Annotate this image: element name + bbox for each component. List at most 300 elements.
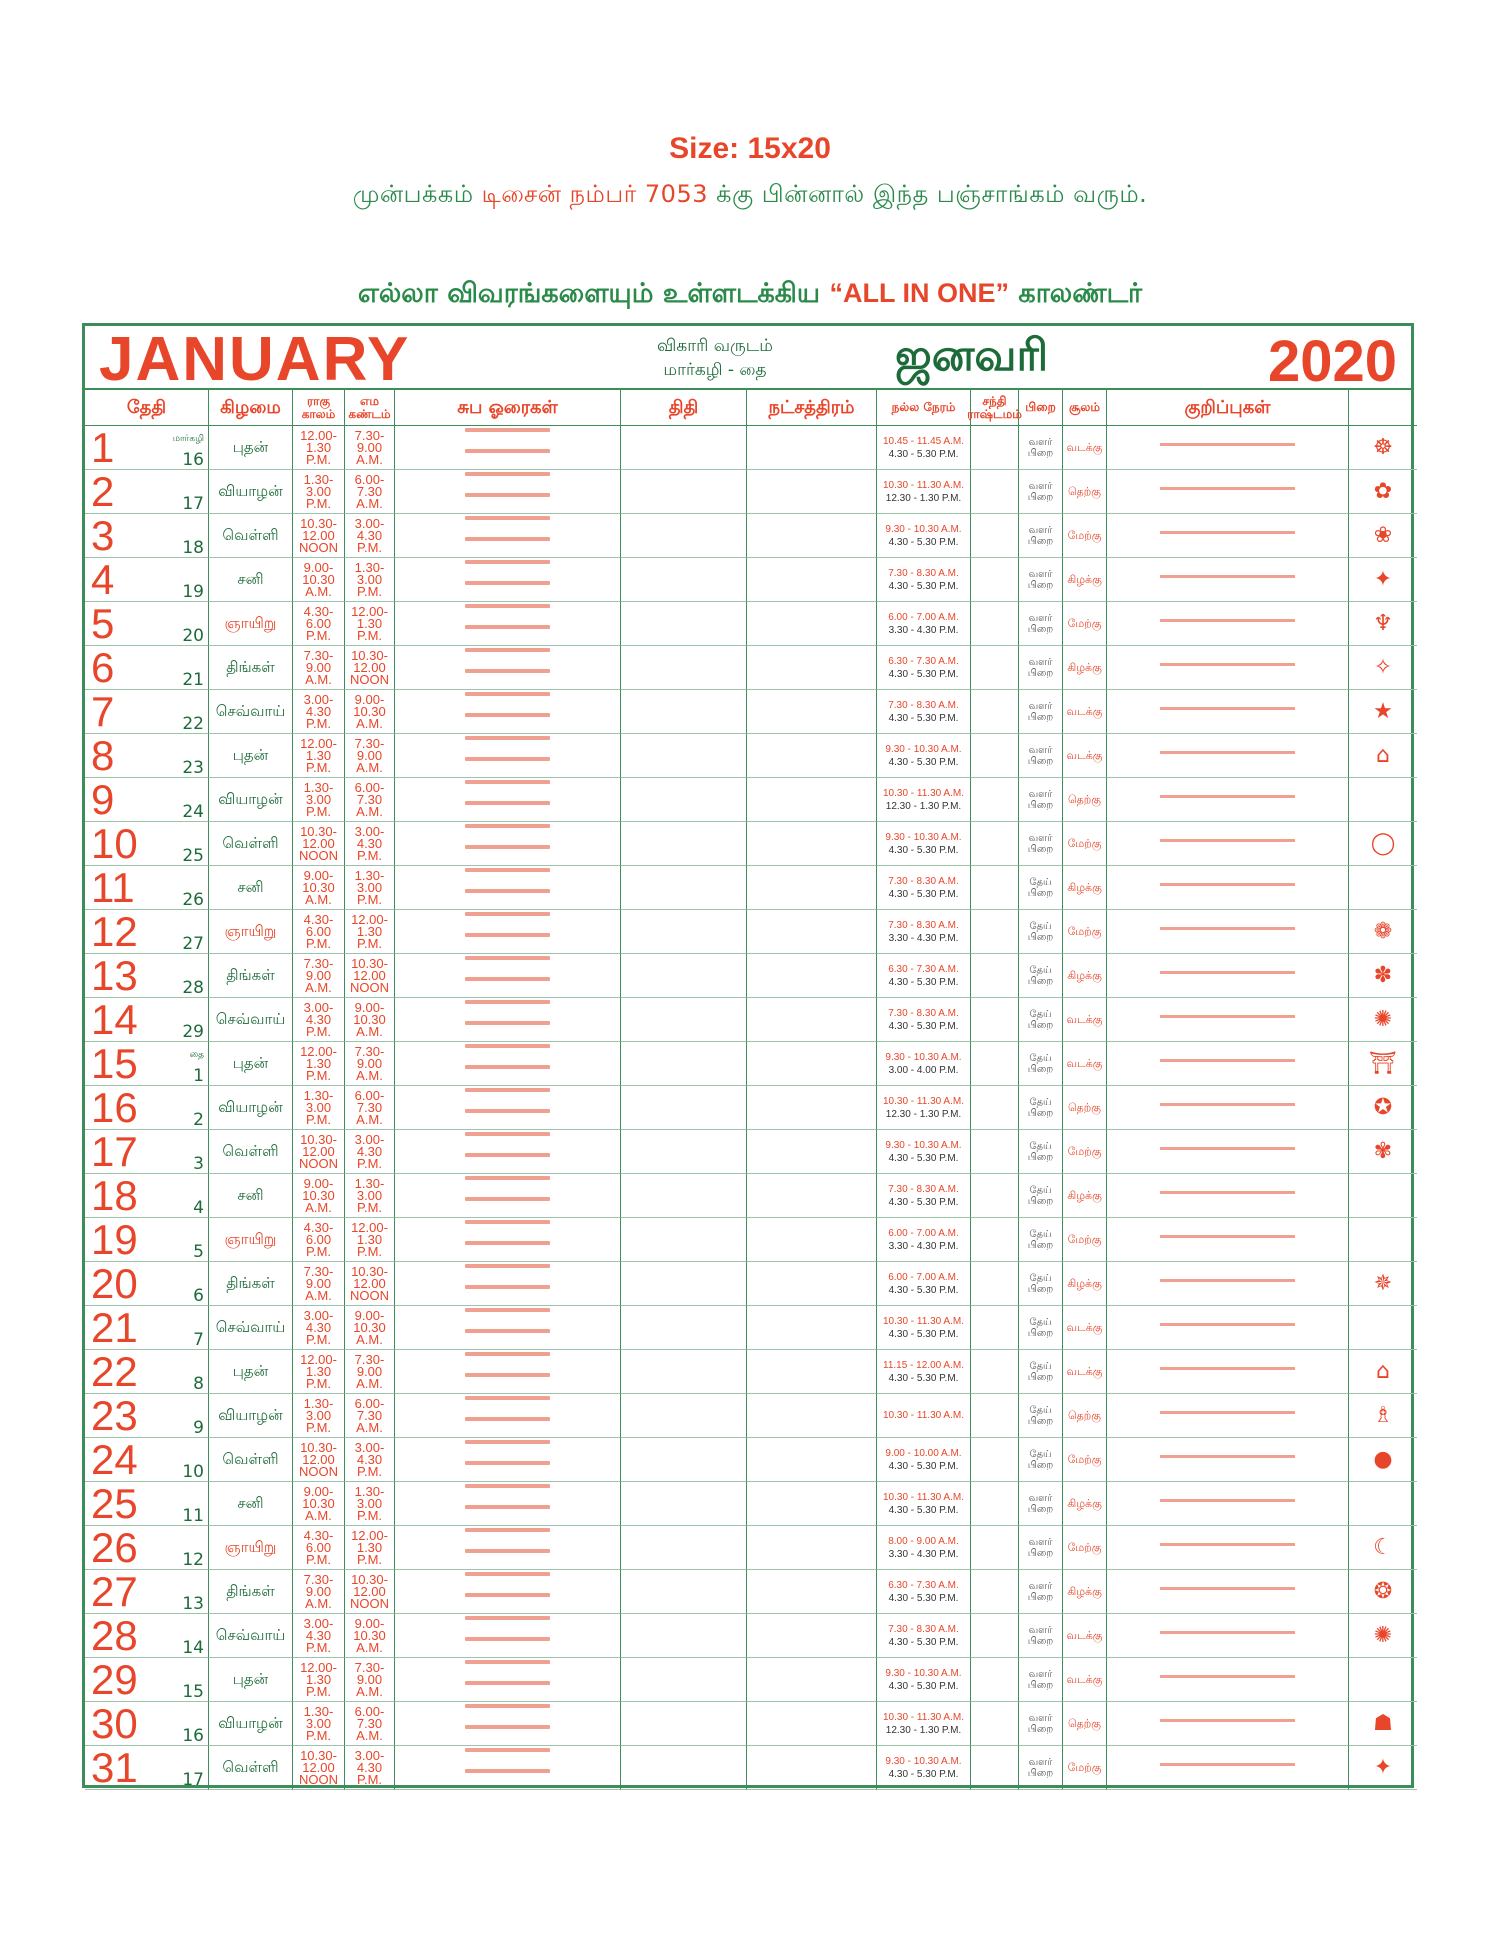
festival-icon: ✪ (1349, 1086, 1417, 1130)
festival-icon: ♆ (1349, 602, 1417, 646)
yama-line: A.M. (356, 1639, 383, 1655)
date-cell (85, 1479, 209, 1527)
thithi-cell (621, 866, 747, 910)
tamil-date: 16 (182, 1726, 204, 1746)
soolam-direction: மேற்கு (1063, 1438, 1107, 1482)
hora-cell (395, 734, 621, 778)
tamil-date: 14 (182, 1638, 204, 1658)
rahu-kalam (293, 646, 345, 690)
yama-line: P.M. (356, 1463, 383, 1479)
rahu-line: 4.30- (303, 911, 334, 927)
rahu-line: 4.30 (305, 1011, 332, 1027)
yama-line: 10.30 (353, 1627, 386, 1643)
star-cell (747, 1350, 877, 1394)
tamil-date: 23 (182, 758, 204, 778)
festival-icon: ● (1349, 1438, 1417, 1482)
hora-line (465, 692, 550, 696)
hora-line (465, 472, 550, 476)
tamil-date: 7 (193, 1330, 204, 1350)
rahu-line: 6.00 (305, 615, 332, 631)
notes-cell (1107, 1570, 1349, 1614)
rahu-line: 9.00 (305, 967, 332, 983)
chandrashtama-cell (971, 1614, 1019, 1658)
hora-line (465, 933, 550, 937)
rahu-line: A.M. (305, 1199, 332, 1215)
yama-kandam (345, 822, 395, 866)
col-header-good-time: நல்ல நேரம் (877, 390, 971, 426)
rahu-line: 1.30- (303, 1087, 334, 1103)
good-time-line: 10.30 - 11.30 A.M. (883, 1315, 964, 1327)
yama-line: 12.00- (351, 911, 388, 927)
rahu-line: 1.30 (305, 1671, 332, 1687)
good-time-line: 9.00 - 10.00 A.M. (885, 1447, 962, 1459)
hora-line (465, 1440, 550, 1444)
moon-phase: தேய் பிறை (1019, 866, 1063, 910)
chandrashtama-cell (971, 1130, 1019, 1174)
date-number: 23 (91, 1391, 138, 1439)
yama-line: 1.30 (356, 923, 383, 939)
moon-phase: வளர் பிறை (1019, 602, 1063, 646)
festival-icon: ❂ (1349, 1570, 1417, 1614)
rahu-line: 1.30 (305, 439, 332, 455)
date-cell (85, 467, 209, 515)
yama-kandam (345, 1570, 395, 1614)
hora-cell (395, 1130, 621, 1174)
festival-icon (1349, 866, 1417, 910)
rahu-kalam (293, 998, 345, 1042)
rahu-kalam (293, 1570, 345, 1614)
notes-cell (1107, 1614, 1349, 1658)
festival-icon: ✽ (1349, 954, 1417, 998)
soolam-direction: மேற்கு (1063, 1746, 1107, 1790)
rahu-line: 7.30- (303, 1263, 334, 1279)
good-time-line: 7.30 - 8.30 A.M. (888, 1007, 959, 1019)
calendar-grid (85, 390, 1411, 1791)
rahu-kalam (293, 910, 345, 954)
hora-line (465, 757, 550, 761)
yama-line: 12.00- (351, 1219, 388, 1235)
moon-phase: தேய் பிறை (1019, 1394, 1063, 1438)
soolam-direction: கிழக்கு (1063, 646, 1107, 690)
rahu-line: 1.30 (305, 747, 332, 763)
soolam-direction: வடக்கு (1063, 734, 1107, 778)
yama-kandam (345, 1218, 395, 1262)
thithi-cell (621, 1042, 747, 1086)
tamil-date: 19 (182, 582, 204, 602)
date-cell (85, 687, 209, 735)
hora-cell (395, 1482, 621, 1526)
festival-icon: ✵ (1349, 1262, 1417, 1306)
hora-line (465, 1176, 550, 1180)
notes-cell (1107, 426, 1349, 470)
yama-line: 7.30- (354, 1043, 385, 1059)
yama-line: 12.00- (351, 1527, 388, 1543)
hora-cell (395, 646, 621, 690)
tamil-date: 18 (182, 538, 204, 558)
festival-icon: ☸ (1349, 426, 1417, 470)
good-time (877, 954, 971, 998)
soolam-direction: வடக்கு (1063, 998, 1107, 1042)
col-header-chandrashtama: சந்தி ராஷ்டமம் (971, 390, 1019, 426)
yama-kandam (345, 954, 395, 998)
rahu-kalam (293, 1746, 345, 1790)
yama-line: A.M. (356, 495, 383, 511)
rahu-line: 4.30 (305, 1627, 332, 1643)
soolam-direction: மேற்கு (1063, 1526, 1107, 1570)
notes-cell (1107, 1086, 1349, 1130)
yama-line: 7.30 (356, 1715, 383, 1731)
notes-line (1160, 1059, 1295, 1062)
tamil-date: 29 (182, 1022, 204, 1042)
rahu-line: 1.30- (303, 1395, 334, 1411)
hora-line (465, 780, 550, 784)
thithi-cell (621, 822, 747, 866)
rahu-line: 12.00 (302, 1451, 335, 1467)
good-time (877, 1350, 971, 1394)
rahu-kalam (293, 734, 345, 778)
yama-line: 4.30 (356, 527, 383, 543)
yama-kandam (345, 1746, 395, 1790)
date-number: 31 (91, 1743, 138, 1791)
date-cell (85, 555, 209, 603)
notes-line (1160, 927, 1295, 930)
col-header-notes: குறிப்புகள் (1107, 390, 1349, 426)
hora-line (465, 1769, 550, 1773)
hora-cell (395, 1394, 621, 1438)
hora-line (465, 1461, 550, 1465)
hora-cell (395, 602, 621, 646)
good-time-line: 3.30 - 4.30 P.M. (888, 624, 959, 636)
yama-line: 3.00- (354, 1131, 385, 1147)
hora-line (465, 1417, 550, 1421)
notes-cell (1107, 1306, 1349, 1350)
good-time-line: 9.30 - 10.30 A.M. (885, 1139, 962, 1151)
good-time (877, 690, 971, 734)
soolam-direction: கிழக்கு (1063, 866, 1107, 910)
rahu-line: A.M. (305, 1507, 332, 1523)
yama-line: 10.30- (351, 647, 388, 663)
hora-cell (395, 1702, 621, 1746)
rahu-kalam (293, 1174, 345, 1218)
festival-icon (1349, 1306, 1417, 1350)
date-cell (85, 907, 209, 955)
date-number: 16 (91, 1083, 138, 1131)
thithi-cell (621, 1262, 747, 1306)
hora-line (465, 1044, 550, 1048)
rahu-kalam (293, 1702, 345, 1746)
intro-pre: முன்பக்கம் (352, 180, 474, 208)
chandrashtama-cell (971, 778, 1019, 822)
moon-phase: வளர் பிறை (1019, 1702, 1063, 1746)
yama-kandam (345, 1306, 395, 1350)
yama-line: A.M. (356, 759, 383, 775)
moon-phase: வளர் பிறை (1019, 1746, 1063, 1790)
yama-line: 3.00 (356, 571, 383, 587)
thithi-cell (621, 1306, 747, 1350)
chandrashtama-cell (971, 1218, 1019, 1262)
hora-line (465, 1352, 550, 1356)
chandrashtama-cell (971, 514, 1019, 558)
notes-cell (1107, 1130, 1349, 1174)
hora-line (465, 1660, 550, 1664)
yama-line: 9.00- (354, 1307, 385, 1323)
weekday: புதன் (209, 1658, 293, 1702)
weekday: திங்கள் (209, 646, 293, 690)
hora-line (465, 604, 550, 608)
good-time (877, 1702, 971, 1746)
good-time-line: 7.30 - 8.30 A.M. (888, 875, 959, 887)
good-time-line: 6.30 - 7.30 A.M. (888, 1579, 959, 1591)
good-time-line: 10.30 - 11.30 A.M. (883, 1491, 964, 1503)
good-time-line: 8.00 - 9.00 A.M. (888, 1535, 959, 1547)
yama-line: P.M. (356, 935, 383, 951)
rahu-line: 10.30- (300, 515, 337, 531)
yama-line: 9.00 (356, 1055, 383, 1071)
yama-line: A.M. (356, 715, 383, 731)
good-time-line: 4.30 - 5.30 P.M. (888, 1020, 959, 1032)
good-time (877, 1174, 971, 1218)
thithi-cell (621, 1570, 747, 1614)
notes-line (1160, 795, 1295, 798)
star-cell (747, 1746, 877, 1790)
date-number: 28 (91, 1611, 138, 1659)
rahu-line: 3.00 (305, 1099, 332, 1115)
tamil-date: 2 (193, 1110, 204, 1130)
date-number: 30 (91, 1699, 138, 1747)
yama-line: 12.00 (353, 967, 386, 983)
notes-line (1160, 1543, 1295, 1546)
hora-line (465, 1088, 550, 1092)
rahu-kalam (293, 602, 345, 646)
tamil-date: 12 (182, 1550, 204, 1570)
yama-line: 1.30- (354, 1483, 385, 1499)
rahu-line: P.M. (305, 1331, 332, 1347)
weekday: சனி (209, 1174, 293, 1218)
rahu-line: 9.00- (303, 559, 334, 575)
rahu-line: 3.00- (303, 1615, 334, 1631)
weekday: புதன் (209, 1350, 293, 1394)
yama-line: 7.30 (356, 483, 383, 499)
hora-line (465, 868, 550, 872)
good-time (877, 1658, 971, 1702)
yama-kandam (345, 734, 395, 778)
hora-line (465, 956, 550, 960)
thithi-cell (621, 998, 747, 1042)
chandrashtama-cell (971, 1526, 1019, 1570)
good-time (877, 602, 971, 646)
good-time-line: 4.30 - 5.30 P.M. (888, 1592, 959, 1604)
festival-icon (1349, 1218, 1417, 1262)
thithi-cell (621, 734, 747, 778)
tamil-month-label: மார்கழி (172, 434, 204, 444)
star-cell (747, 822, 877, 866)
good-time-line: 4.30 - 5.30 P.M. (888, 1196, 959, 1208)
date-number: 19 (91, 1215, 138, 1263)
hora-cell (395, 514, 621, 558)
soolam-direction: மேற்கு (1063, 514, 1107, 558)
yama-line: 3.00 (356, 879, 383, 895)
star-cell (747, 1174, 877, 1218)
hora-cell (395, 1174, 621, 1218)
rahu-kalam (293, 1262, 345, 1306)
yama-line: 9.00 (356, 747, 383, 763)
hora-line (465, 1637, 550, 1641)
hora-line (465, 713, 550, 717)
festival-icon: ✿ (1349, 470, 1417, 514)
chandrashtama-cell (971, 734, 1019, 778)
notes-line (1160, 707, 1295, 710)
tamil-date: 13 (182, 1594, 204, 1614)
soolam-direction: மேற்கு (1063, 910, 1107, 954)
tamil-date: 1 (193, 1066, 204, 1086)
date-number: 18 (91, 1171, 138, 1219)
festival-icon: ✺ (1349, 998, 1417, 1042)
rahu-kalam (293, 778, 345, 822)
notes-cell (1107, 690, 1349, 734)
moon-phase: தேய் பிறை (1019, 1438, 1063, 1482)
rahu-line: 3.00- (303, 1307, 334, 1323)
festival-icon: ❁ (1349, 910, 1417, 954)
rahu-line: P.M. (305, 451, 332, 467)
yama-line: P.M. (356, 1551, 383, 1567)
festival-icon (1349, 1658, 1417, 1702)
good-time-line: 4.30 - 5.30 P.M. (888, 1284, 959, 1296)
soolam-direction: கிழக்கு (1063, 558, 1107, 602)
weekday: ஞாயிறு (209, 602, 293, 646)
thithi-cell (621, 1702, 747, 1746)
date-cell (85, 1523, 209, 1571)
yama-line: 4.30 (356, 835, 383, 851)
yama-line: A.M. (356, 1683, 383, 1699)
weekday: புதன் (209, 1042, 293, 1086)
festival-icon: ◯ (1349, 822, 1417, 866)
thithi-cell (621, 558, 747, 602)
rahu-kalam (293, 1394, 345, 1438)
rahu-line: 3.00- (303, 999, 334, 1015)
hora-line (465, 428, 550, 432)
yama-line: NOON (350, 1595, 389, 1611)
yama-line: 1.30 (356, 1231, 383, 1247)
notes-line (1160, 1631, 1295, 1634)
yama-kandam (345, 1482, 395, 1526)
hora-cell (395, 558, 621, 602)
yama-line: P.M. (356, 539, 383, 555)
yama-line: A.M. (356, 1727, 383, 1743)
date-number: 22 (91, 1347, 138, 1395)
chandrashtama-cell (971, 1658, 1019, 1702)
yama-line: A.M. (356, 1111, 383, 1127)
rahu-line: 4.30- (303, 1527, 334, 1543)
soolam-direction: வடக்கு (1063, 1658, 1107, 1702)
notes-cell (1107, 1350, 1349, 1394)
weekday: வெள்ளி (209, 514, 293, 558)
rahu-line: 9.00- (303, 1175, 334, 1191)
good-time-line: 4.30 - 5.30 P.M. (888, 536, 959, 548)
weekday: வியாழன் (209, 1394, 293, 1438)
moon-phase: தேய் பிறை (1019, 1042, 1063, 1086)
weekday: வியாழன் (209, 470, 293, 514)
thithi-cell (621, 646, 747, 690)
hora-line (465, 493, 550, 497)
good-time-line: 4.30 - 5.30 P.M. (888, 1504, 959, 1516)
notes-cell (1107, 1702, 1349, 1746)
yama-kandam (345, 426, 395, 470)
date-cell (85, 995, 209, 1043)
rahu-line: P.M. (305, 1023, 332, 1039)
good-time-line: 9.30 - 10.30 A.M. (885, 1051, 962, 1063)
soolam-direction: தெற்கு (1063, 1086, 1107, 1130)
star-cell (747, 1614, 877, 1658)
moon-phase: தேய் பிறை (1019, 1262, 1063, 1306)
good-time-line: 7.30 - 8.30 A.M. (888, 567, 959, 579)
thithi-cell (621, 1658, 747, 1702)
hora-line (465, 1109, 550, 1113)
yama-kandam (345, 1042, 395, 1086)
thithi-cell (621, 1526, 747, 1570)
moon-phase: வளர் பிறை (1019, 470, 1063, 514)
notes-cell (1107, 646, 1349, 690)
date-cell (85, 951, 209, 999)
hora-cell (395, 1218, 621, 1262)
hora-line (465, 1000, 550, 1004)
weekday: செவ்வாய் (209, 690, 293, 734)
notes-cell (1107, 1526, 1349, 1570)
hora-cell (395, 1614, 621, 1658)
hora-line (465, 824, 550, 828)
headline-pre: எல்லா விவரங்களையும் உள்ளடக்கிய (357, 278, 821, 309)
rahu-line: A.M. (305, 891, 332, 907)
moon-phase: வளர் பிறை (1019, 558, 1063, 602)
hora-cell (395, 910, 621, 954)
star-cell (747, 1086, 877, 1130)
yama-line: 4.30 (356, 1143, 383, 1159)
hora-cell (395, 1306, 621, 1350)
chandrashtama-cell (971, 1174, 1019, 1218)
festival-icon: ✧ (1349, 646, 1417, 690)
date-number: 25 (91, 1479, 138, 1527)
rahu-line: 10.30 (302, 1495, 335, 1511)
notes-line (1160, 1763, 1295, 1766)
yama-line: P.M. (356, 627, 383, 643)
chandrashtama-cell (971, 558, 1019, 602)
notes-line (1160, 751, 1295, 754)
notes-line (1160, 487, 1295, 490)
chandrashtama-cell (971, 954, 1019, 998)
tamil-month-wrap (190, 1049, 204, 1061)
yama-line: 10.30- (351, 1571, 388, 1587)
notes-line (1160, 575, 1295, 578)
weekday: வெள்ளி (209, 1746, 293, 1790)
tamil-date: 11 (182, 1506, 204, 1526)
thithi-cell (621, 470, 747, 514)
moon-phase: வளர் பிறை (1019, 1658, 1063, 1702)
soolam-direction: மேற்கு (1063, 1218, 1107, 1262)
soolam-direction: கிழக்கு (1063, 1570, 1107, 1614)
yama-line: 7.30- (354, 1351, 385, 1367)
hora-line (465, 912, 550, 916)
good-time-line: 4.30 - 5.30 P.M. (888, 668, 959, 680)
good-time (877, 1086, 971, 1130)
rahu-kalam (293, 1438, 345, 1482)
good-time-line: 4.30 - 5.30 P.M. (888, 580, 959, 592)
date-cell (85, 1743, 209, 1791)
yama-line: 3.00- (354, 515, 385, 531)
date-cell (85, 1127, 209, 1175)
good-time (877, 426, 971, 470)
month-tamil: ஜனவரி (895, 330, 1049, 381)
chandrashtama-cell (971, 646, 1019, 690)
tamil-date: 26 (182, 890, 204, 910)
